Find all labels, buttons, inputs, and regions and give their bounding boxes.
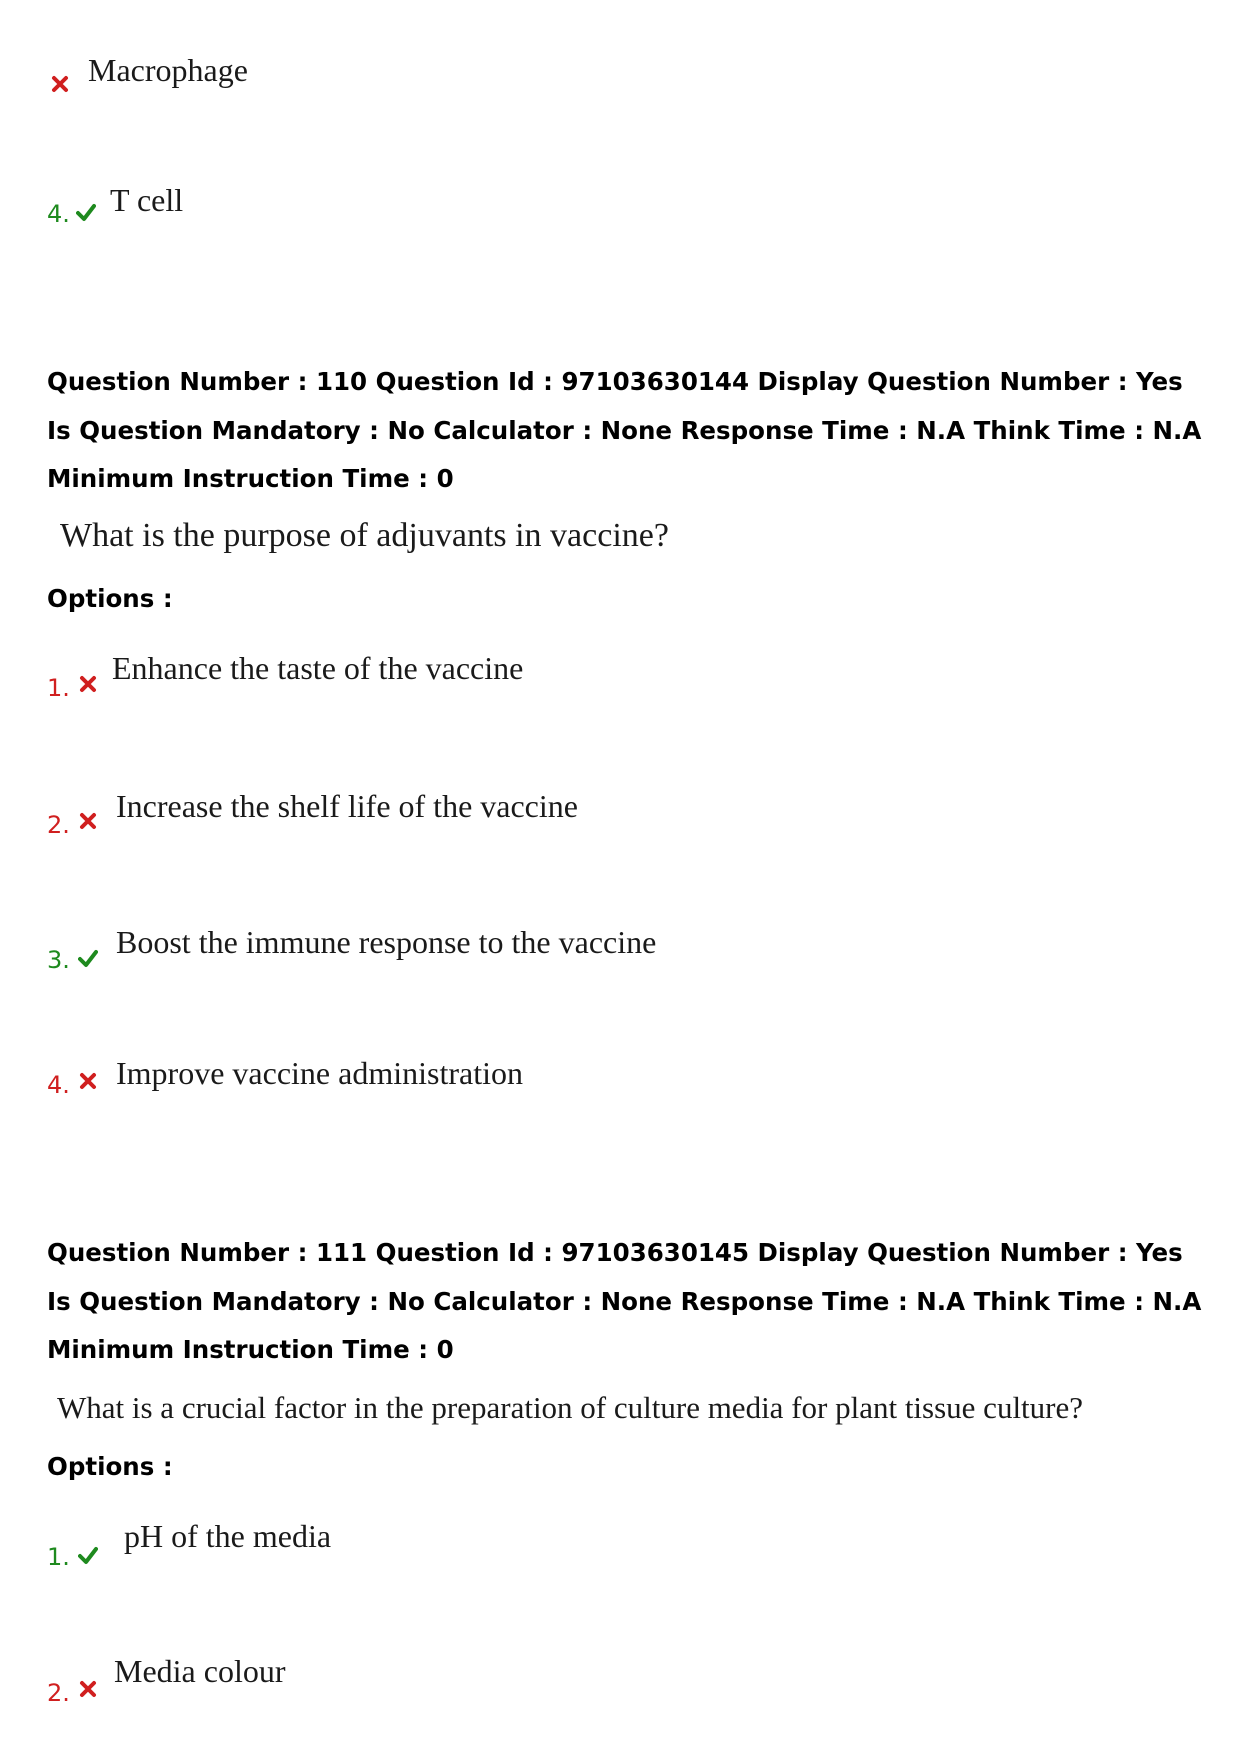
cross-icon <box>78 1679 98 1699</box>
option-number: 4. <box>47 200 70 228</box>
check-icon <box>76 202 96 222</box>
question-text: What is the purpose of adjuvants in vaccine? <box>60 517 669 554</box>
cross-icon <box>78 674 98 694</box>
cross-icon <box>78 811 98 831</box>
option-text: Increase the shelf life of the vaccine <box>116 788 578 824</box>
option-text: Improve vaccine administration <box>116 1055 523 1091</box>
option-text: Boost the immune response to the vaccine <box>116 924 657 960</box>
check-icon <box>78 948 98 968</box>
option-text: Media colour <box>114 1653 286 1689</box>
question-header: Question Number : 110 Question Id : 97103630144 Display Question Number : Yes Is Question Mandatory : No Calculator : None Response Time : N.A Think Time : N.A Minimum Instruction Time : 0 <box>47 367 1202 493</box>
option-text: T cell <box>110 182 184 218</box>
option-number: 2. <box>47 1679 70 1707</box>
options-label: Options : <box>47 1452 173 1481</box>
option-text: Macrophage <box>88 52 248 88</box>
option-number: 1. <box>47 674 70 702</box>
check-icon <box>78 1545 98 1565</box>
cross-icon <box>50 74 70 94</box>
question-text: What is a crucial factor in the preparation of culture media for plant tissue culture? <box>57 1390 1084 1425</box>
option-number: 1. <box>47 1543 70 1571</box>
option-text: pH of the media <box>124 1518 332 1554</box>
option-number: 4. <box>47 1071 70 1099</box>
option-number: 2. <box>47 811 70 839</box>
options-label: Options : <box>47 584 173 613</box>
question-header: Question Number : 111 Question Id : 97103630145 Display Question Number : Yes Is Question Mandatory : No Calculator : None Response Time : N.A Think Time : N.A Minimum Instruction Time : 0 <box>47 1238 1202 1364</box>
option-text: Enhance the taste of the vaccine <box>112 650 524 686</box>
option-number: 3. <box>47 946 70 974</box>
cross-icon <box>78 1071 98 1091</box>
